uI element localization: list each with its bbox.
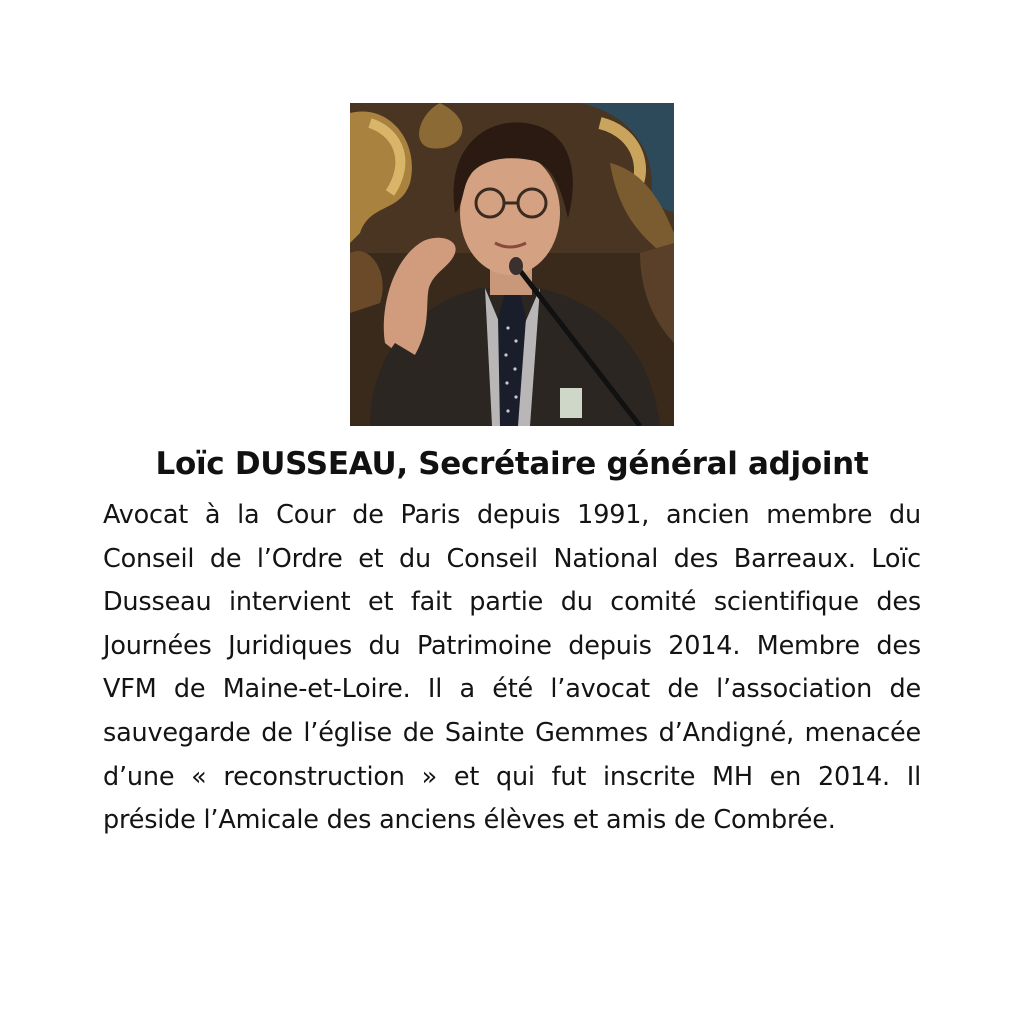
person-name-heading: Loïc DUSSEAU, Secrétaire général adjoint	[155, 446, 869, 482]
biography-paragraph: Avocat à la Cour de Paris depuis 1991, ancien membre du Conseil de l’Ordre et du Conseil National des Barreaux. Loïc Dusseau intervient et fait partie du comité scientifique des Journées Juridiques du Patrimoine depuis 2014. Membre des VFM de Maine-et-Loire. Il a été l’avocat de l’association de sauvegarde de l’église de Sainte Gemmes d’Andigné, menacée d’une « reconstruction » et qui fut inscrite MH en 2014. Il préside l’Amicale des anciens élèves et amis de Combrée.	[103, 500, 921, 836]
portrait-photo	[350, 103, 674, 426]
